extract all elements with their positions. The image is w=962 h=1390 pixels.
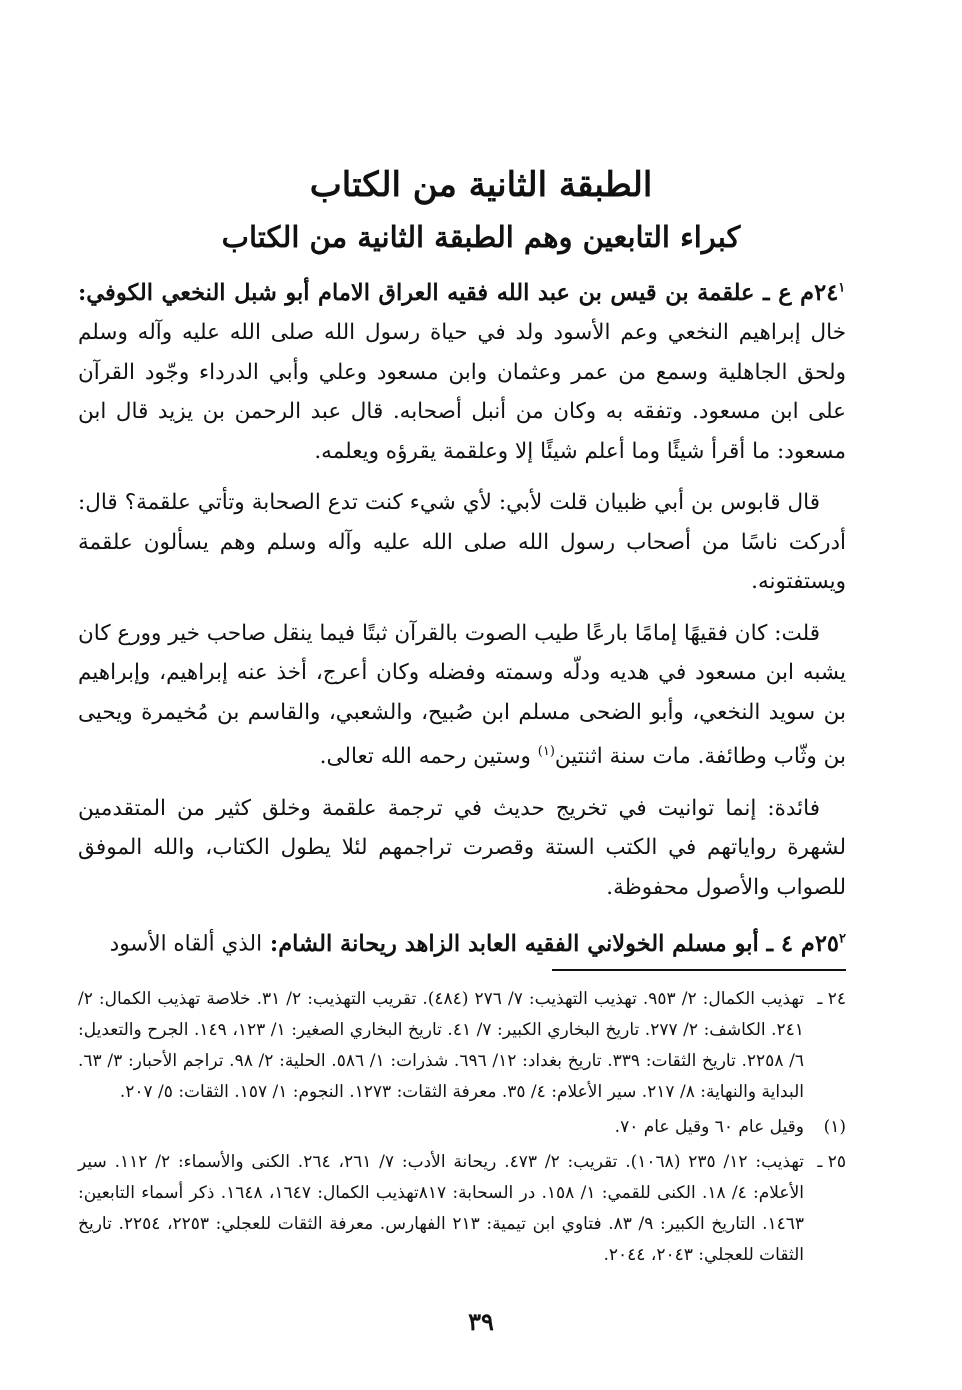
main-text xyxy=(78,268,846,976)
entry-25-paragraph xyxy=(78,919,846,964)
footnote-text: تهذيب الكمال: ٢/ ٩٥٣. تهذيب التهذيب: ٧/ ٢٧٦ (٤٨٤). تقريب التهذيب: ٢/ ٣١. خلاصة تهذيب الكمال: ٢/ ٢٤١. الكاشف: ٢/ ٢٧٧. تاريخ البخاري الكبير: ٧/ ٤١. تاريخ البخاري الصغير: ١/ ١٢٣، ١٤٩. الجرح والتعديل: ٦/ ٢٢٥٨. تاريخ الثقات: ٣٣٩. تاريخ بغداد: ١٢/ ٦٩٦. شذرات: ١/ ٥٨٦. الحلية: ٢/ ٩٨. تراجم الأحبار: ٣/ ٦٣. البداية والنهاية: ٨/ ٢١٧. سير الأعلام: ٤/ ٣٥. معرفة الثقات: ١٢٧٣. النجوم: ١/ ١٥٧. الثقات: ٥/ ٢٠٧. xyxy=(78,989,805,1102)
section-title: الطبقة الثانية من الكتاب xyxy=(309,165,653,205)
footnote-text: وقيل عام ٦٠ وقيل عام ٧٠. xyxy=(614,1117,804,1137)
entry-24-symbols: م ع xyxy=(778,279,815,306)
entry-25-symbols: م ٤ xyxy=(780,930,815,957)
entry-24-heading xyxy=(78,280,845,306)
entry-25-text: الذي ألقاه الأسود xyxy=(109,931,263,957)
footnote-25 xyxy=(78,1147,846,1271)
page-number: ٣٩ xyxy=(468,1307,494,1336)
footnote-1 xyxy=(78,1112,846,1143)
entry-24-comment-paragraph xyxy=(78,614,846,777)
entry-24-quote-paragraph: قال قابوس بن أبي ظبيان قلت لأبي: لأي شيء كنت تدع الصحابة وتأتي علقمة؟ قال: أدركت ناسًا من أصحاب رسول الله صلى الله عليه وآله وسلم وهم يسألون علقمة ويستفتونه. xyxy=(78,490,846,594)
footnote-number: ٢٥ ـ xyxy=(817,1152,846,1172)
entry-24-number: ٢٤ xyxy=(814,279,839,306)
entry-24-name: ـ علقمة بن قيس بن عبد الله فقيه العراق الامام أبو شبل النخعي الكوفي: xyxy=(78,279,770,306)
footnote-number: ٢٤ ـ xyxy=(817,989,846,1009)
footnote-24 xyxy=(78,984,846,1108)
entry-25-name: ـ أبو مسلم الخولاني الفقيه العابد الزاهد ريحانة الشام: xyxy=(269,930,774,957)
entry-25-number: ٢٥ xyxy=(814,930,840,957)
footnote-number: (١) xyxy=(823,1117,846,1137)
section-subtitle: كبراء التابعين وهم الطبقة الثانية من الكتاب xyxy=(221,220,741,254)
entry-25-ref: ٢ xyxy=(839,931,846,947)
entry-24-paragraph xyxy=(78,268,846,471)
footnote-text: تهذيب: ١٢/ ٢٣٥ (١٠٦٨). تقريب: ٢/ ٤٧٣. ريحانة الأدب: ٧/ ٢٦١، ٢٦٤. الكنى والأسماء: ٢/ ١١٢. سير الأعلام: ٤/ ١٨. الكنى للقمي: ١/ ١٥٨. در السحابة: ٨١٧تهذيب الكمال: ١٦٤٧، ١٦٤٨. ذكر أسماء التابعين: ١٤٦٣. التاريخ الكبير: ٩/ ٨٣. فتاوي ابن تيمية: ٢١٣ الفهارس. معرفة الثقات للعجلي: ٢٢٥٣، ٢٢٥٤. تاريخ الثقات للعجلي: ٢٠٤٣، ٢٠٤٤. xyxy=(78,1152,805,1265)
entry-24-comment-end: وستين رحمه الله تعالى. xyxy=(319,744,531,770)
entry-25-heading xyxy=(262,931,846,957)
entry-24-bio: خال إبراهيم النخعي وعم الأسود ولد في حياة رسول الله صلى الله عليه وآله وسلم ولحق الجاهلية وسمع من عمر وعثمان وابن مسعود وعلي وأبي الدرداء وجّود القرآن على ابن مسعود. وتفقه به وكان من أنبل أصحابه. قال عبد الرحمن بن يزيد قال ابن مسعود: ما أقرأ شيئًا وما أعلم شيئًا إلا وعلقمة يقرؤه ويعلمه. xyxy=(78,320,846,464)
benefit-paragraph: فائدة: إنما توانيت في تخريج حديث في ترجمة علقمة وخلق كثير من المتقدمين لشهرة رواياتهم في الكتب الستة وقصرت تراجمهم لئلا يطول الكتاب، والله الموفق للصواب والأصول محفوظة. xyxy=(78,795,846,900)
entry-24-ref: ١ xyxy=(838,280,846,295)
footnote-ref-1[interactable]: (١) xyxy=(537,744,555,759)
entry-24-comment-text: قلت: كان فقيهًا إمامًا بارعًا طيب الصوت بالقرآن ثبتًا فيما ينقل صاحب خير وورع كان يشبه ابن مسعود في هديه ودلّه وسمته وفضله وكان أعرج، أخذ عنه إبراهيم، وإبراهيم بن سويد النخعي، وأبو الضحى مسلم ابن صُبيح، والشعبي، والقاسم بن مُخيمرة ويحيى بن وثّاب وطائفة. مات سنة اثنتين xyxy=(78,620,846,770)
footnotes xyxy=(78,984,846,1275)
footnote-divider xyxy=(552,969,846,971)
